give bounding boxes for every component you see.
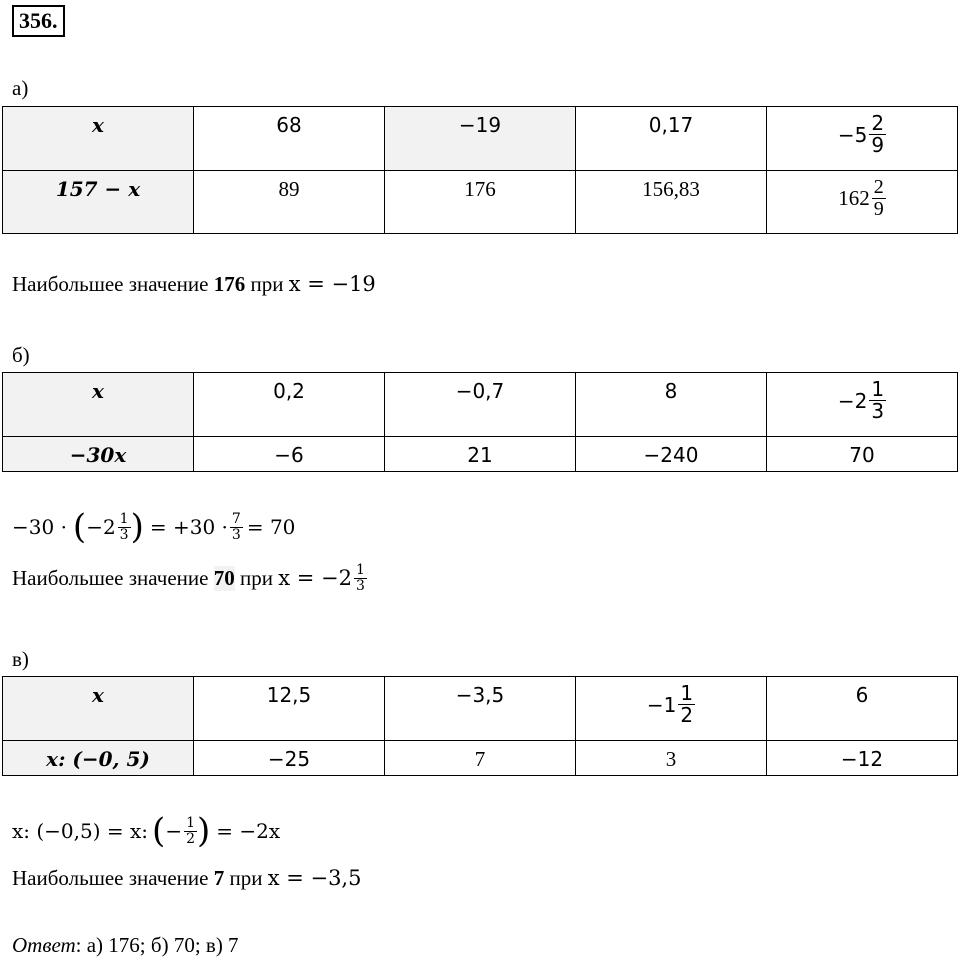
conclusion-text: Наибольшее значение (12, 565, 214, 590)
denominator: 3 (119, 526, 129, 543)
conclusion-expr: x = −19 (288, 272, 376, 296)
part-v-label: в) (12, 647, 29, 671)
numerator: 1 (186, 814, 195, 831)
fraction (184, 816, 197, 846)
minus-sign: − (165, 819, 183, 843)
fraction (118, 512, 131, 542)
table-cell (767, 373, 958, 437)
table-cell: 7 (385, 741, 576, 776)
denominator: 2 (680, 703, 694, 727)
numerator: 7 (231, 510, 241, 527)
paren-close: ) (130, 507, 144, 547)
fraction (230, 512, 243, 542)
row-head: x (3, 107, 194, 171)
conclusion-text: при (224, 866, 268, 890)
answer-text: : а) 176; б) 70; в) 7 (75, 933, 239, 957)
denominator: 9 (871, 133, 885, 157)
part-a-label: а) (12, 76, 29, 100)
table-cell: 8 (576, 373, 767, 437)
row-head: −30x (3, 437, 194, 472)
conclusion-b (12, 563, 367, 593)
table-cell: −12 (767, 741, 958, 776)
paren-open: ( (152, 811, 166, 851)
fraction (869, 113, 886, 156)
table-cell: −6 (194, 437, 385, 472)
mixed-number (647, 683, 695, 726)
conclusion-text: при (234, 565, 279, 590)
whole-part: −2 (837, 388, 868, 413)
conclusion-a (12, 272, 376, 297)
numerator: 2 (873, 176, 884, 198)
table-cell: 0,17 (576, 107, 767, 171)
conclusion-v (12, 866, 361, 891)
table-row (3, 373, 958, 437)
conclusion-expr: x = −2 (278, 566, 352, 591)
denominator: 3 (355, 577, 365, 594)
calc-b (12, 507, 296, 547)
calc-v (12, 811, 281, 851)
table-cell: 3 (576, 741, 767, 776)
mixed-number (838, 113, 886, 156)
numerator: 1 (871, 377, 885, 401)
conclusion-value: 70 (213, 565, 235, 590)
mixed-number (838, 379, 886, 422)
denominator: 3 (871, 399, 885, 423)
table-cell: −25 (194, 741, 385, 776)
denominator: 2 (186, 830, 195, 847)
table-v (2, 676, 958, 776)
denominator: 3 (231, 526, 241, 543)
table-cell (576, 677, 767, 741)
row-head: x: (−0, 5) (3, 741, 194, 776)
fraction (678, 683, 695, 726)
table-cell: 176 (385, 171, 576, 234)
table-cell: 6 (767, 677, 958, 741)
conclusion-expr: x = −3,5 (267, 866, 362, 890)
whole-part: −5 (837, 122, 868, 147)
answer-line (12, 933, 239, 958)
numerator: 1 (119, 510, 129, 527)
row-head: x (3, 677, 194, 741)
table-row (3, 107, 958, 171)
table-cell: −0,7 (385, 373, 576, 437)
table-row (3, 437, 958, 472)
table-row (3, 171, 958, 234)
mixed-number (838, 177, 886, 220)
whole-part: 162 (838, 186, 870, 210)
table-cell (767, 171, 958, 234)
calc-text: = −2x (216, 819, 281, 843)
fraction (869, 379, 886, 422)
whole-part: −2 (86, 515, 116, 539)
numerator: 1 (355, 562, 365, 578)
table-cell: 89 (194, 171, 385, 234)
table-cell: −3,5 (385, 677, 576, 741)
conclusion-text: при (245, 272, 289, 296)
table-row (3, 741, 958, 776)
fraction (872, 177, 886, 220)
table-cell: 12,5 (194, 677, 385, 741)
calc-text: = +30 · (149, 515, 228, 539)
paren-close: ) (197, 811, 211, 851)
numerator: 1 (680, 681, 694, 705)
answer-label: Ответ (12, 933, 76, 957)
fraction (354, 563, 367, 593)
paren-open: ( (72, 507, 87, 547)
conclusion-text: Наибольшее значение (12, 866, 214, 890)
numerator: 2 (871, 111, 885, 135)
conclusion-value: 7 (213, 866, 225, 890)
calc-text: = 70 (246, 515, 296, 539)
table-row (3, 677, 958, 741)
table-cell: 0,2 (194, 373, 385, 437)
calc-text: x: (−0,5) = x: (12, 819, 149, 843)
table-a (2, 106, 958, 234)
part-b-label: б) (12, 343, 30, 367)
calc-text: −30 · (12, 515, 67, 539)
table-cell: −240 (576, 437, 767, 472)
table-cell: 70 (767, 437, 958, 472)
conclusion-value: 176 (213, 272, 246, 296)
table-cell: −19 (385, 107, 576, 171)
table-cell: 68 (194, 107, 385, 171)
whole-part: −1 (646, 692, 677, 717)
conclusion-text: Наибольшее значение (12, 272, 214, 296)
row-head: x (3, 373, 194, 437)
table-cell: 21 (385, 437, 576, 472)
table-b (2, 372, 958, 472)
denominator: 9 (873, 198, 884, 220)
table-cell: 156,83 (576, 171, 767, 234)
table-cell (767, 107, 958, 171)
problem-number: 356. (12, 5, 65, 37)
row-head: 157 − x (3, 171, 194, 234)
